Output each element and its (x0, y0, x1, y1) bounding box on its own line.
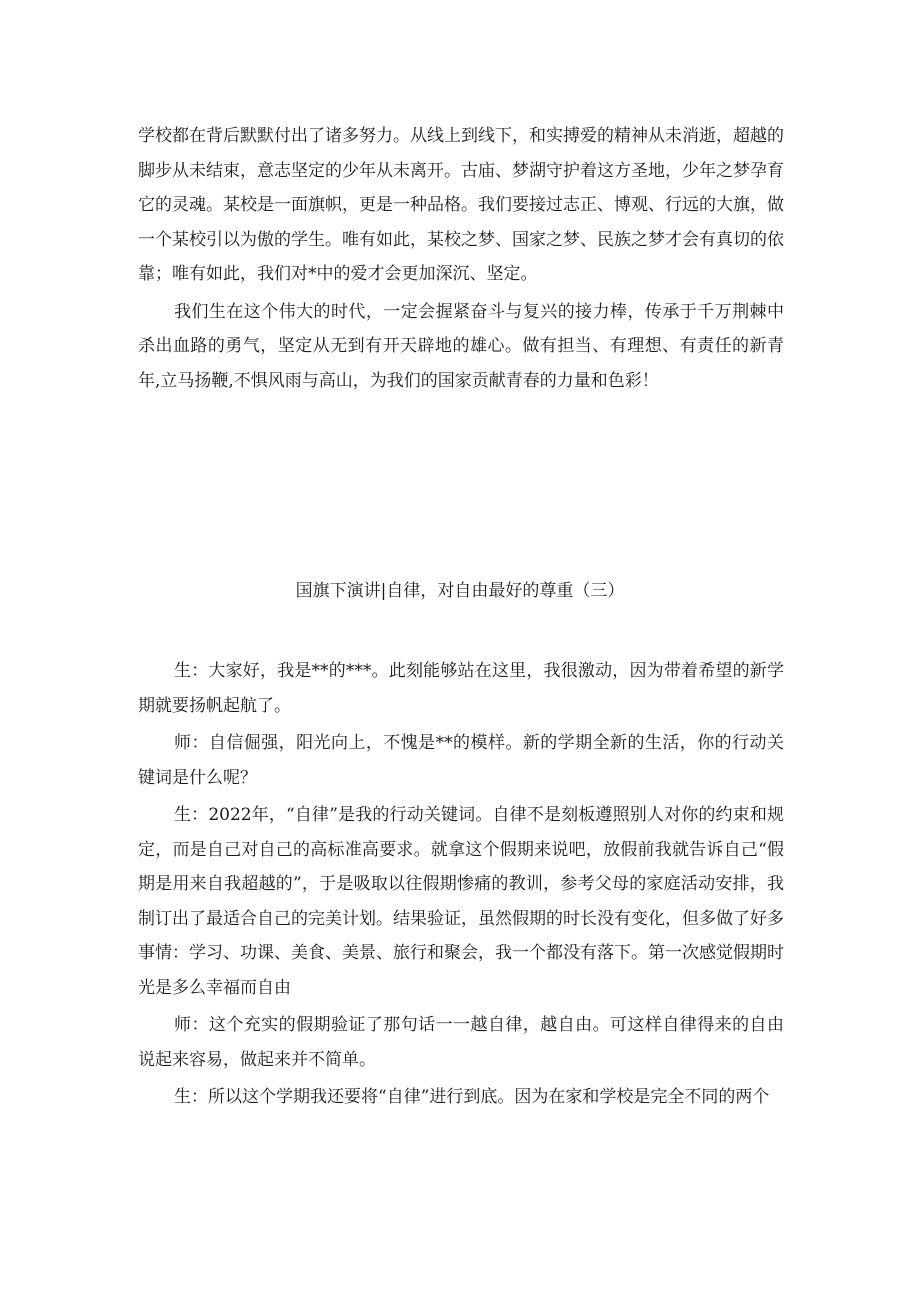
dialogue-teacher-question: 师：自信倔强，阳光向上，不愧是**的模样。新的学期全新的生活，你的行动关键词是什么呢？ (138, 733, 784, 788)
dialogue-student-semester: 生：所以这个学期我还要将“自律”进行到底。因为在家和学校是完全不同的两个 (174, 1087, 770, 1107)
dialogue-student-keyword: 生：2022年，“自律”是我的行动关键词。自律不是刻板遵照别人对你的约束和规定，而是自己对自己的高标准高要求。就拿这个假期来说吧，放假前我就告诉自己“假期是用来自我超越的”，于是吸取以往假期惨痛的教训，参考父母的家庭活动安排，我制订出了最适合自己的完美计划。结果验证，虽然假期的时长没有变化，但多做了好多事情：学习、功课、美食、美景、旅行和聚会，我一个都没有落下。第一次感觉假期时光是多么幸福而自由 (138, 805, 784, 998)
dialogue-teacher-response: 师：这个充实的假期验证了那句话一一越自律，越自由。可这样自律得来的自由说起来容易，做起来并不简单。 (138, 1015, 784, 1070)
dialogue-student-greeting: 生：大家好，我是**的***。此刻能够站在这里，我很激动，因为带着希望的新学期就要扬帆起航了。 (138, 661, 784, 716)
dialogue-section (138, 654, 784, 1115)
speech-title: 国旗下演讲|自律，对自由最好的尊重（三） (295, 581, 625, 601)
paragraph-school-dream: 学校都在背后默默付出了诸多努力。从线上到线下，和实搏爱的精神从未消逝，超越的脚步从未结束，意志坚定的少年从未离开。古庙、梦湖守护着这方圣地，少年之梦孕育它的灵魂。某校是一面旗帜，更是一种品格。我们要接过志正、博观、行远的大旗，做一个某校引以为傲的学生。唯有如此，某校之梦、国家之梦、民族之梦才会有真切的依靠；唯有如此，我们对*中的爱才会更加深沉、坚定。 (138, 126, 784, 284)
paragraph-great-era: 我们生在这个伟大的时代，一定会握紧奋斗与复兴的接力棒，传承于千万荆棘中杀出血路的勇气，坚定从无到有开天辟地的雄心。做有担当、有理想、有责任的新青年,立马扬鞭,不惧风雨与高山，为我们的国家贡献青春的力量和色彩！ (138, 301, 784, 391)
speech-continuation-section (138, 119, 784, 398)
